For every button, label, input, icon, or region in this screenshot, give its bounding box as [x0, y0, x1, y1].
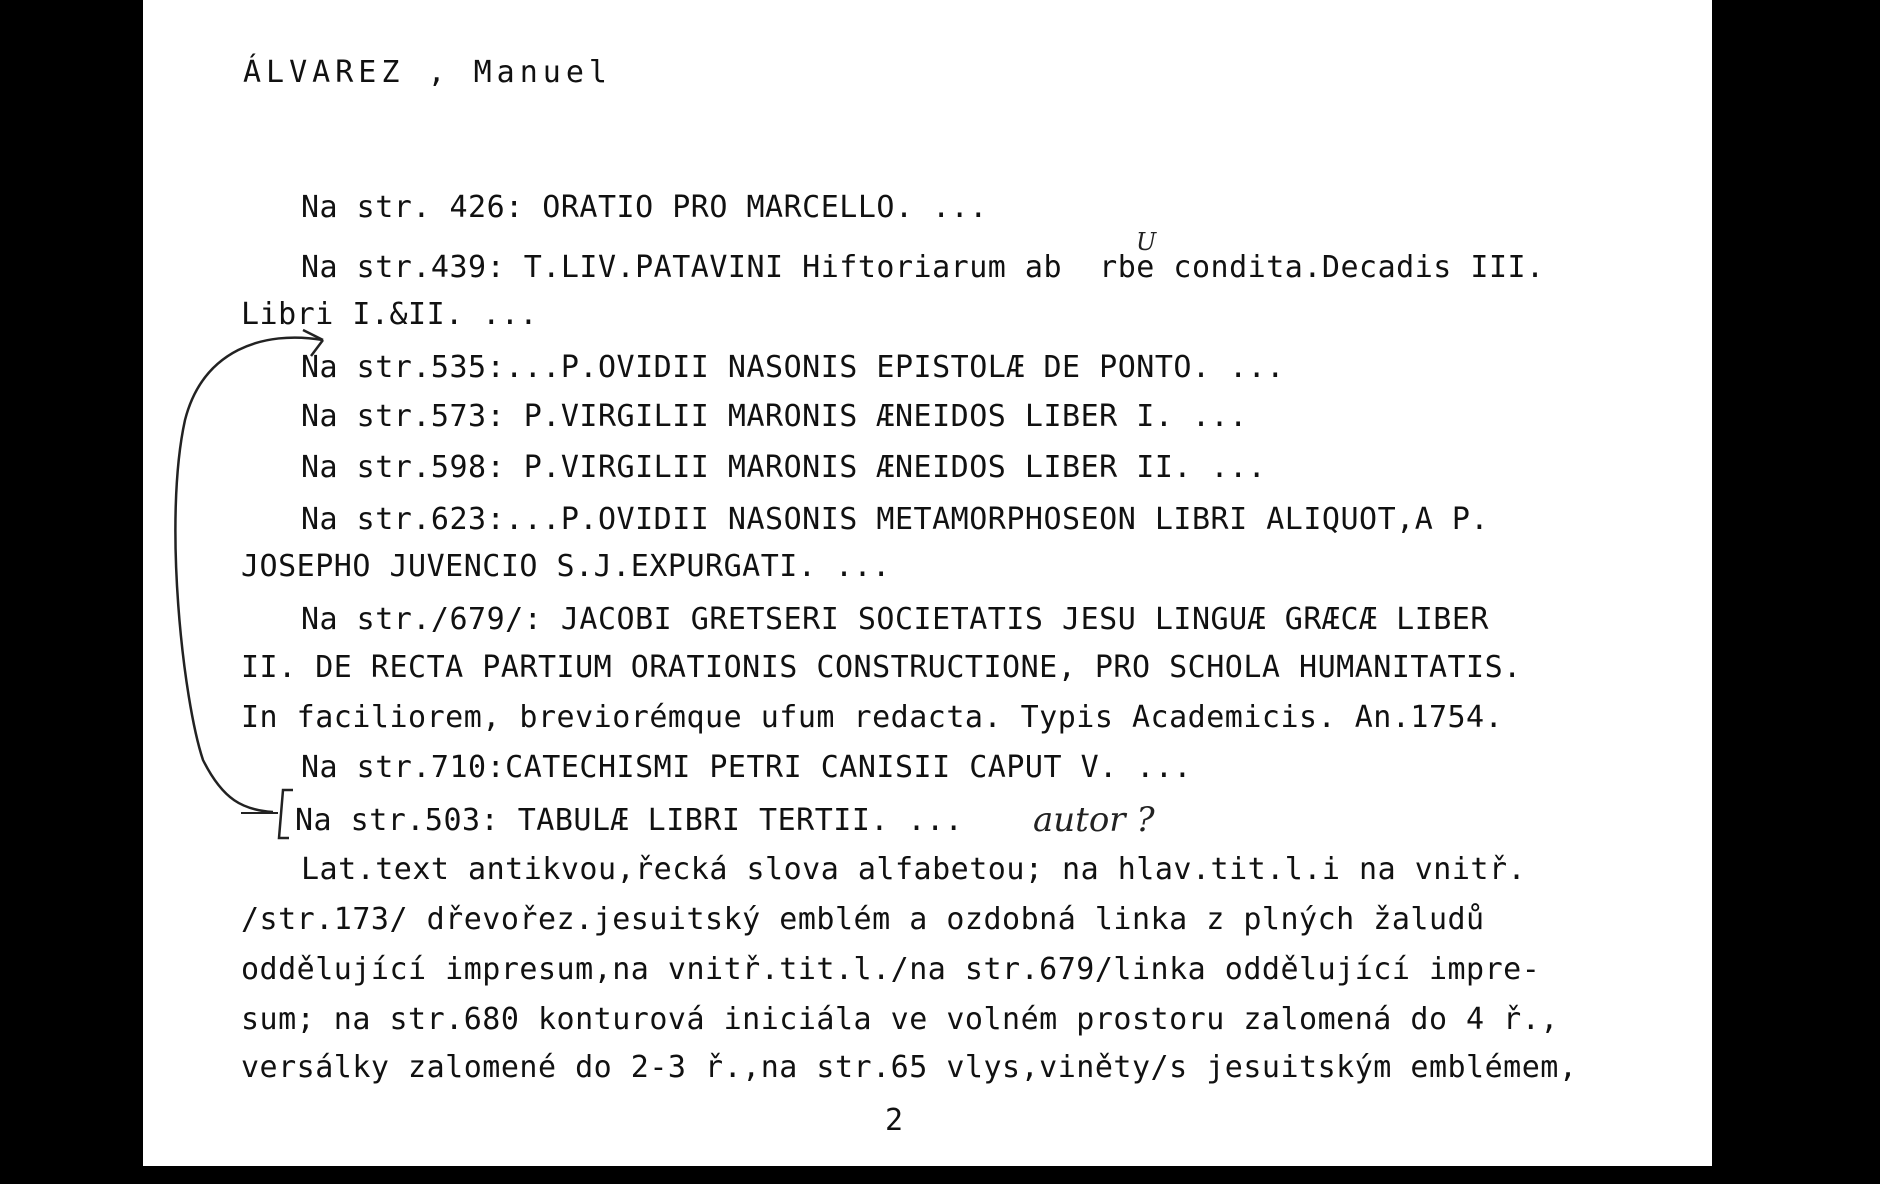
- page-number: 2: [885, 1103, 904, 1138]
- text-line-9: Na str./679/: JACOBI GRETSERI SOCIETATIS JESU LINGUÆ GRÆCÆ LIBER: [301, 602, 1489, 637]
- author-heading: ÁLVAREZ , Manuel: [243, 55, 612, 90]
- text-line-15: /str.173/ dřevořez.jesuitský emblém a ozdobná linka z plných žaludů: [241, 902, 1485, 937]
- scanned-page: [143, 0, 1712, 1166]
- text-line-4: Na str.535:...P.OVIDII NASONIS EPISTOLÆ DE PONTO. ...: [301, 350, 1285, 385]
- text-line-5: Na str.573: P.VIRGILII MARONIS ÆNEIDOS LIBER I. ...: [301, 399, 1248, 434]
- text-line-16: oddělující impresum,na vnitř.tit.l./na str.679/linka oddělující impre-: [241, 952, 1541, 987]
- text-line-13: Na str.503: TABULÆ LIBRI TERTII. ...: [295, 803, 964, 838]
- handwritten-superscript-u: U: [1136, 228, 1157, 256]
- text-line-6: Na str.598: P.VIRGILII MARONIS ÆNEIDOS LIBER II. ...: [301, 450, 1267, 485]
- text-line-11: In faciliorem, breviorémque ufum redacta. Typis Academicis. An.1754.: [241, 700, 1504, 735]
- text-line-3: Libri I.&II. ...: [241, 297, 538, 332]
- text-line-10: II. DE RECTA PARTIUM ORATIONIS CONSTRUCTIONE, PRO SCHOLA HUMANITATIS.: [241, 650, 1522, 685]
- text-line-17: sum; na str.680 konturová iniciála ve volném prostoru zalomená do 4 ř.,: [241, 1002, 1559, 1037]
- handwritten-author-note: autor ?: [1033, 800, 1155, 840]
- text-line-2: Na str.439: T.LIV.PATAVINI Hiftoriarum ab rbe condita.Decadis III.: [301, 250, 1545, 285]
- text-line-14: Lat.text antikvou,řecká slova alfabetou; na hlav.tit.l.i na vnitř.: [301, 852, 1527, 887]
- text-line-18: versálky zalomené do 2-3 ř.,na str.65 vlys,viněty/s jesuitským emblémem,: [241, 1050, 1578, 1085]
- text-line-7: Na str.623:...P.OVIDII NASONIS METAMORPHOSEON LIBRI ALIQUOT,A P.: [301, 502, 1489, 537]
- text-line-8: JOSEPHO JUVENCIO S.J.EXPURGATI. ...: [241, 549, 891, 584]
- text-line-1: Na str. 426: ORATIO PRO MARCELLO. ...: [301, 190, 988, 225]
- text-line-12: Na str.710:CATECHISMI PETRI CANISII CAPUT V. ...: [301, 750, 1192, 785]
